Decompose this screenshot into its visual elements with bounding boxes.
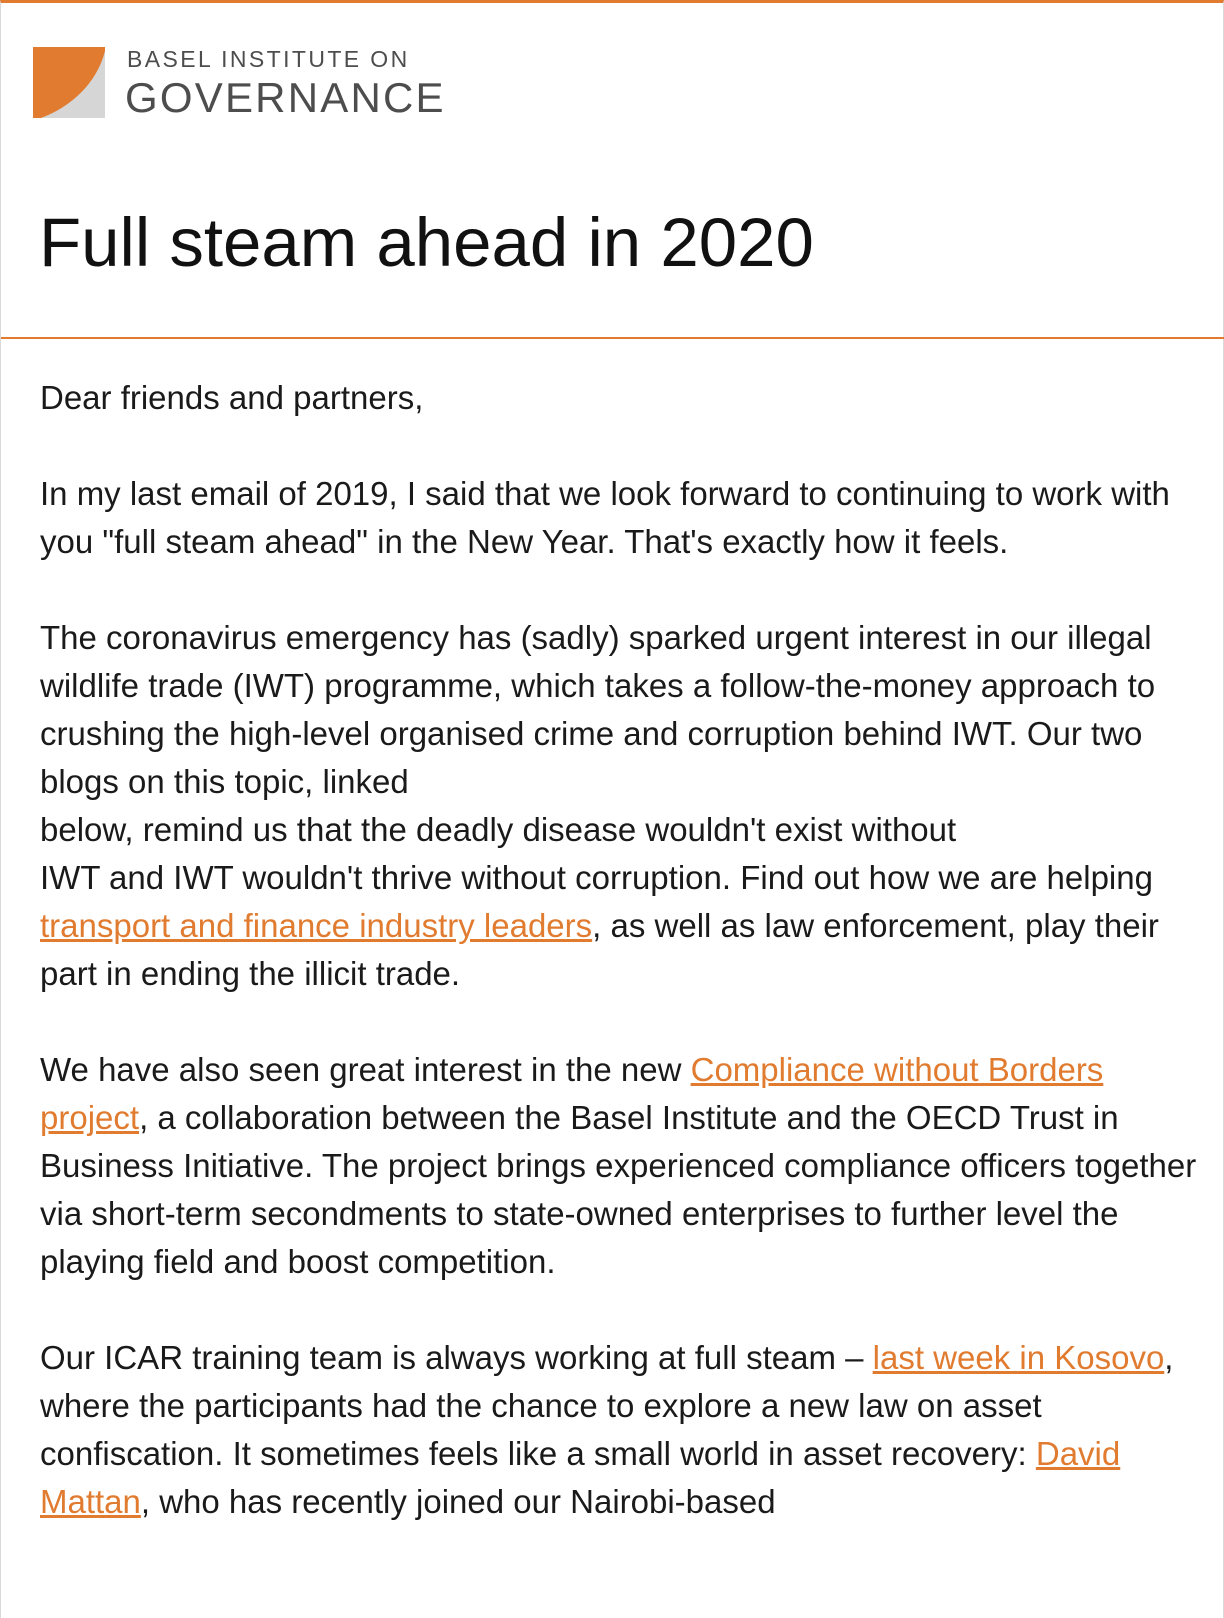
transport-finance-link[interactable]: transport and finance industry leaders bbox=[40, 907, 593, 944]
last-week-kosovo-link[interactable]: last week in Kosovo bbox=[872, 1339, 1165, 1376]
paragraph-3-text-a: We have also seen great interest in the new bbox=[40, 1051, 691, 1088]
basel-institute-logo[interactable] bbox=[33, 47, 453, 119]
logo-mark-icon bbox=[33, 47, 108, 118]
paragraph-1-text: In my last email of 2019, I said that we look forward to continuing to work with you "full steam ahead" in the New Year. That's exactly how it feels. bbox=[40, 475, 1170, 560]
paragraph-4-text-b: , where the participants had the chance to explore a new law on asset confiscation. It sometimes feels like a small world in asset recovery: bbox=[40, 1339, 1174, 1472]
paragraph-2-text-d: , as well as law enforcement, play their part in ending the illicit trade. bbox=[40, 907, 1159, 992]
david-mattan-link[interactable]: David Mattan bbox=[40, 1435, 1121, 1520]
paragraph-4-text-a: Our ICAR training team is always working at full steam – bbox=[40, 1339, 873, 1376]
paragraph-4 bbox=[40, 1334, 1200, 1526]
compliance-without-borders-link[interactable]: Compliance without Borders project bbox=[40, 1051, 1104, 1136]
paragraph-2-text-a: The coronavirus emergency has (sadly) sparked urgent interest in our illegal wildlife trade (IWT) programme, which takes a follow-the-money approach to crushing the high-level organised crime and corruption behind IWT. Our two blogs on this topic, linked bbox=[40, 619, 1156, 800]
header-divider bbox=[1, 337, 1224, 339]
greeting: Dear friends and partners, bbox=[40, 379, 424, 416]
logo-text-line1: BASEL INSTITUTE ON bbox=[127, 46, 410, 72]
paragraph-3 bbox=[40, 1046, 1200, 1286]
logo-text-line2: GOVERNANCE bbox=[125, 74, 446, 121]
paragraph-3-text-b: , a collaboration between the Basel Institute and the OECD Trust in Business Initiative. The project brings experienced compliance officers together via short-term secondments to state-owned enterprises to further level the playing field and boost competition. bbox=[40, 1099, 1197, 1280]
newsletter-title: Full steam ahead in 2020 bbox=[39, 204, 814, 281]
paragraph-2 bbox=[40, 614, 1200, 998]
paragraph-4-text-c: , who has recently joined our Nairobi-based bbox=[140, 1483, 776, 1520]
paragraph-2-text-b: below, remind us that the deadly disease wouldn't exist without bbox=[40, 811, 957, 848]
paragraph-2-text-c: IWT and IWT wouldn't thrive without corruption. Find out how we are helping bbox=[40, 859, 1153, 896]
newsletter-body bbox=[40, 374, 1200, 1574]
paragraph-1 bbox=[40, 470, 1200, 566]
